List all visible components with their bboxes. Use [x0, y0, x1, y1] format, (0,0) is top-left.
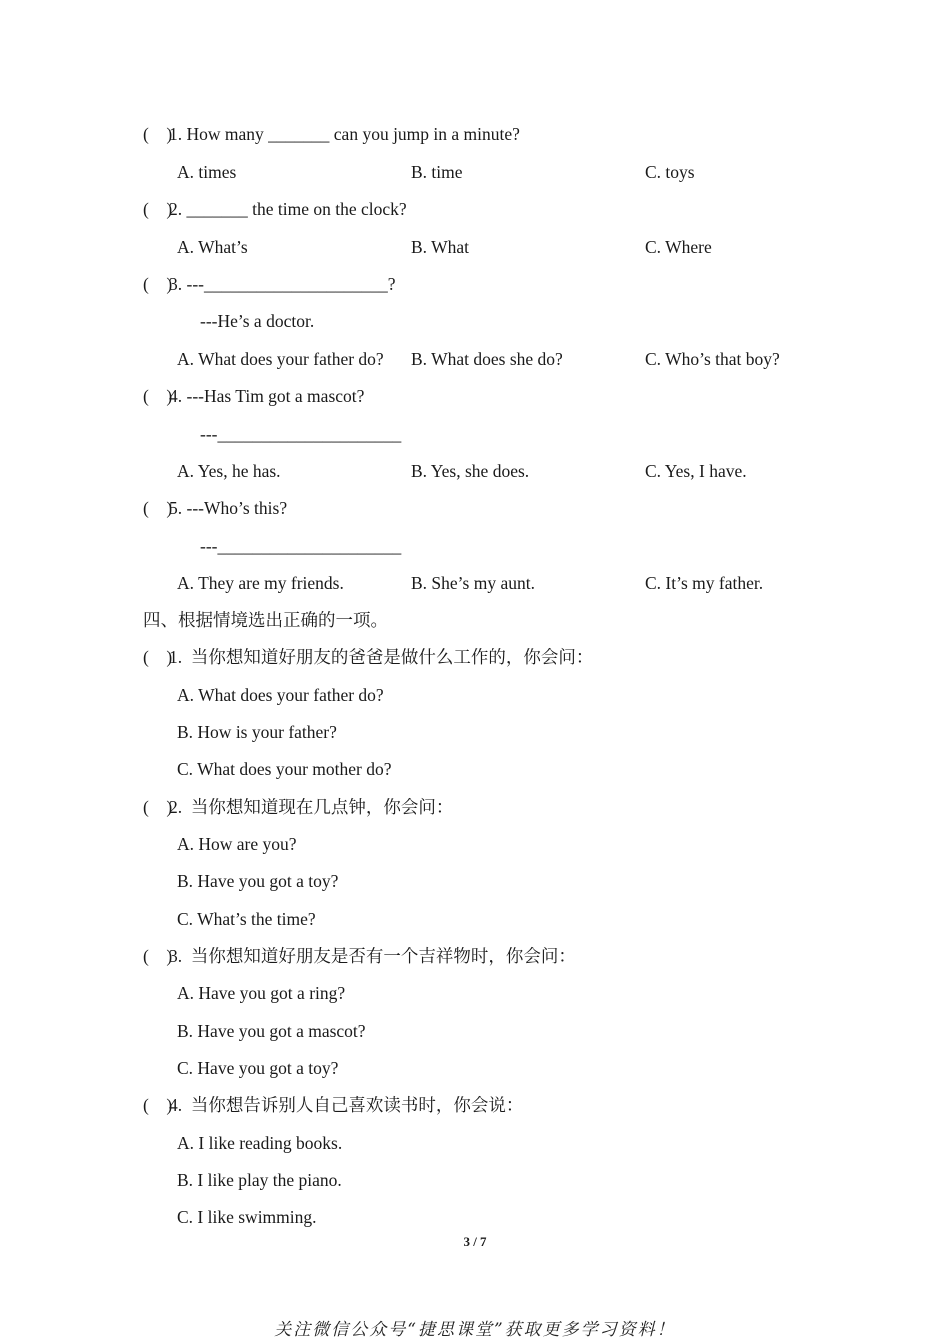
option-a: A. What’s	[177, 237, 248, 257]
option-c: C. What’s the time?	[177, 909, 316, 929]
option-b: B. What	[411, 237, 470, 257]
option-b: B. Yes, she does.	[411, 461, 530, 481]
answer-blank[interactable]: ( )	[143, 386, 173, 406]
option-b: B. time	[411, 162, 463, 182]
question-text: 3. 当你想知道好朋友是否有一个吉祥物时，你会问：	[169, 946, 576, 966]
option-b: B. I like play the piano.	[177, 1170, 342, 1190]
answer-blank[interactable]: ( )	[143, 647, 173, 667]
question-text: 1. How many _______ can you jump in a minute?	[169, 124, 520, 144]
question-text: 5. ---Who’s this?	[169, 498, 288, 518]
option-b: B. What does she do?	[411, 349, 563, 369]
footer-banner: 关注微信公众号“捷思课堂”获取更多学习资料！	[274, 1320, 676, 1340]
option-b: B. Have you got a mascot?	[177, 1021, 366, 1041]
section-title: 四、根据情境选出正确的一项。	[143, 610, 388, 630]
option-a: A. How are you?	[177, 834, 297, 854]
option-a: A. Have you got a ring?	[177, 983, 346, 1003]
question-text: 4. ---Has Tim got a mascot?	[169, 386, 365, 406]
option-c: C. What does your mother do?	[177, 759, 392, 779]
answer-blank[interactable]: ( )	[143, 797, 173, 817]
option-a: A. What does your father do?	[177, 685, 384, 705]
option-c: C. Who’s that boy?	[645, 349, 780, 369]
option-a: A. times	[177, 162, 237, 182]
option-c: C. Have you got a toy?	[177, 1058, 339, 1078]
option-a: A. What does your father do?	[177, 349, 384, 369]
option-a: A. They are my friends.	[177, 573, 344, 593]
question-text: 2. _______ the time on the clock?	[169, 199, 407, 219]
question-text: 1. 当你想知道好朋友的爸爸是做什么工作的，你会问：	[169, 647, 594, 667]
answer-blank[interactable]: ( )	[143, 124, 173, 144]
option-b: B. She’s my aunt.	[411, 573, 535, 593]
option-a: A. Yes, he has.	[177, 461, 281, 481]
dialogue-answer: ---_____________________	[200, 424, 402, 444]
question-text: 3. ---_____________________?	[169, 274, 396, 294]
option-a: A. I like reading books.	[177, 1133, 343, 1153]
option-c: C. toys	[645, 162, 695, 182]
option-c: C. I like swimming.	[177, 1207, 317, 1227]
option-b: B. Have you got a toy?	[177, 871, 339, 891]
answer-blank[interactable]: ( )	[143, 946, 173, 966]
answer-blank[interactable]: ( )	[143, 274, 173, 294]
option-c: C. Where	[645, 237, 712, 257]
answer-blank[interactable]: ( )	[143, 1095, 173, 1115]
option-c: C. Yes, I have.	[645, 461, 747, 481]
page-number: 3 / 7	[463, 1234, 487, 1249]
dialogue-answer: ---He’s a doctor.	[200, 311, 315, 331]
option-b: B. How is your father?	[177, 722, 337, 742]
dialogue-answer: ---_____________________	[200, 536, 402, 556]
question-text: 2. 当你想知道现在几点钟，你会问：	[169, 797, 454, 817]
question-text: 4. 当你想告诉别人自己喜欢读书时，你会说：	[169, 1095, 524, 1115]
answer-blank[interactable]: ( )	[143, 498, 173, 518]
option-c: C. It’s my father.	[645, 573, 764, 593]
answer-blank[interactable]: ( )	[143, 199, 173, 219]
